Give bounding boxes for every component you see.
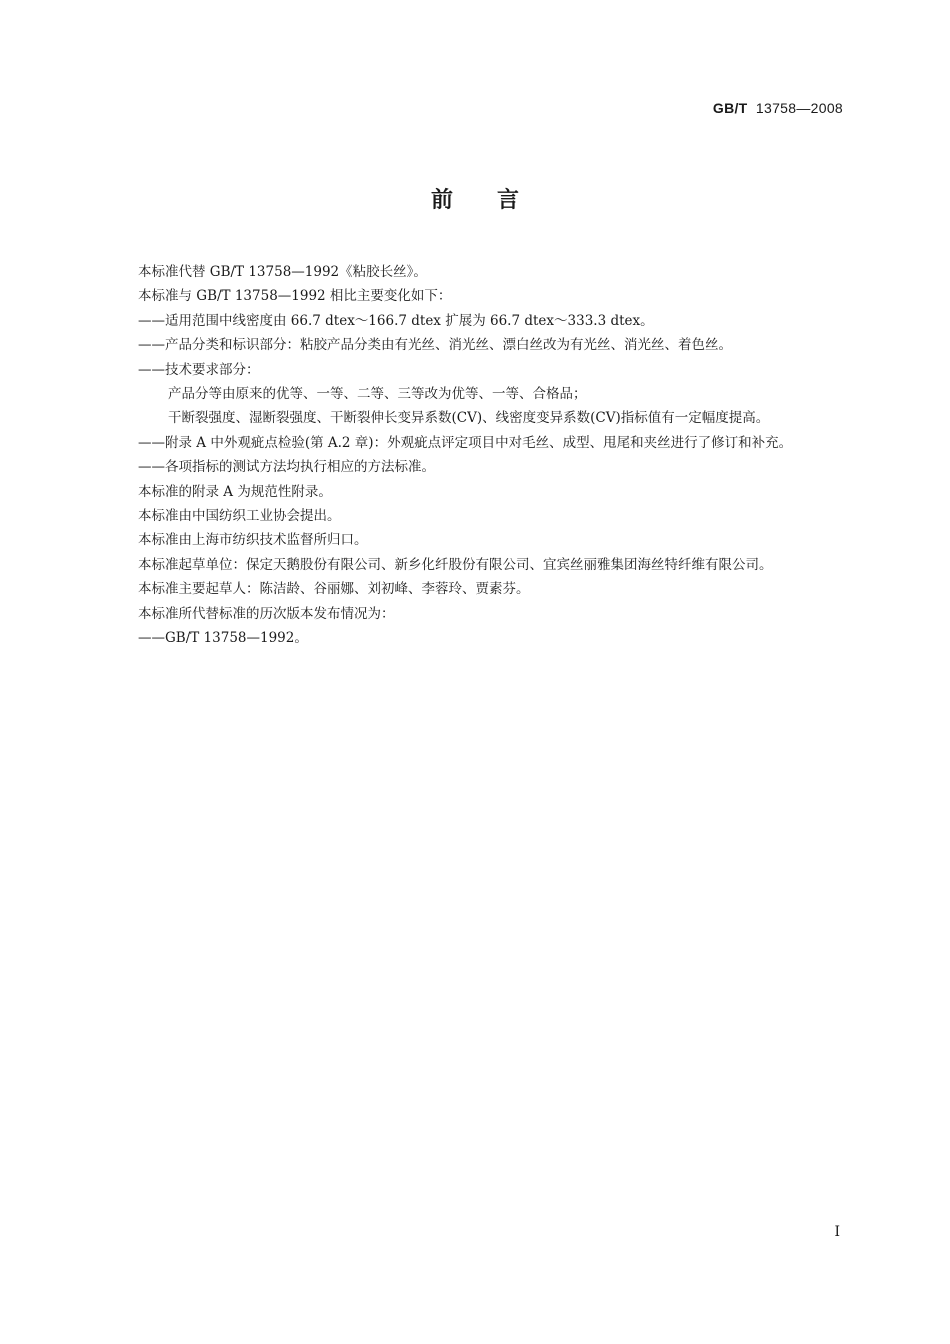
foreword-body: [108, 260, 844, 651]
change-item-classification: ——产品分类和标识部分：粘胶产品分类由有光丝、消光丝、漂白丝改为有光丝、消光丝、着色丝。: [138, 337, 732, 354]
paragraph-history-intro: 本标准所代替标准的历次版本发布情况为：: [138, 605, 395, 622]
paragraph-changes-intro: 本标准与 GB/T 13758—1992 相比主要变化如下：: [138, 288, 452, 305]
paragraph-centralized: 本标准由上海市纺织技术监督所归口。: [138, 532, 368, 549]
history-item: ——GB/T 13758—1992。: [138, 630, 308, 647]
paragraph-drafters: 本标准主要起草人：陈洁龄、谷丽娜、刘初峰、李蓉玲、贾素芬。: [138, 581, 530, 598]
paragraph-proposer: 本标准由中国纺织工业协会提出。: [138, 508, 341, 525]
change-item-scope: ——适用范围中线密度由 66.7 dtex～166.7 dtex 扩展为 66.7 dtex～333.3 dtex。: [138, 312, 654, 329]
paragraph-appendix: 本标准的附录 A 为规范性附录。: [138, 483, 332, 500]
change-item-technical: ——技术要求部分：: [138, 361, 260, 378]
page-number: I: [834, 1224, 840, 1240]
paragraph-drafting-units: 本标准起草单位：保定天鹅股份有限公司、新乡化纤股份有限公司、宜宾丝丽雅集团海丝特纤维有限公司。: [138, 556, 773, 573]
page-title: 前言: [430, 188, 563, 213]
paragraph-replaces: 本标准代替 GB/T 13758—1992《粘胶长丝》。: [138, 264, 427, 280]
standard-code: [713, 100, 843, 116]
standard-code-number: 13758—2008: [755, 100, 843, 116]
change-subitem-strength: 干断裂强度、湿断裂强度、干断裂伸长变异系数(CV)、线密度变异系数(CV)指标值有一定幅度提高。: [168, 410, 770, 427]
change-subitem-grades: 产品分等由原来的优等、一等、二等、三等改为优等、一等、合格品；: [168, 386, 587, 403]
change-item-appendix: ——附录 A 中外观疵点检验(第 A.2 章)：外观疵点评定项目中对毛丝、成型、甩尾和夹丝进行了修订和补充。: [138, 434, 793, 451]
standard-code-prefix: GB/T: [712, 100, 748, 116]
change-item-test-methods: ——各项指标的测试方法均执行相应的方法标准。: [138, 459, 435, 476]
